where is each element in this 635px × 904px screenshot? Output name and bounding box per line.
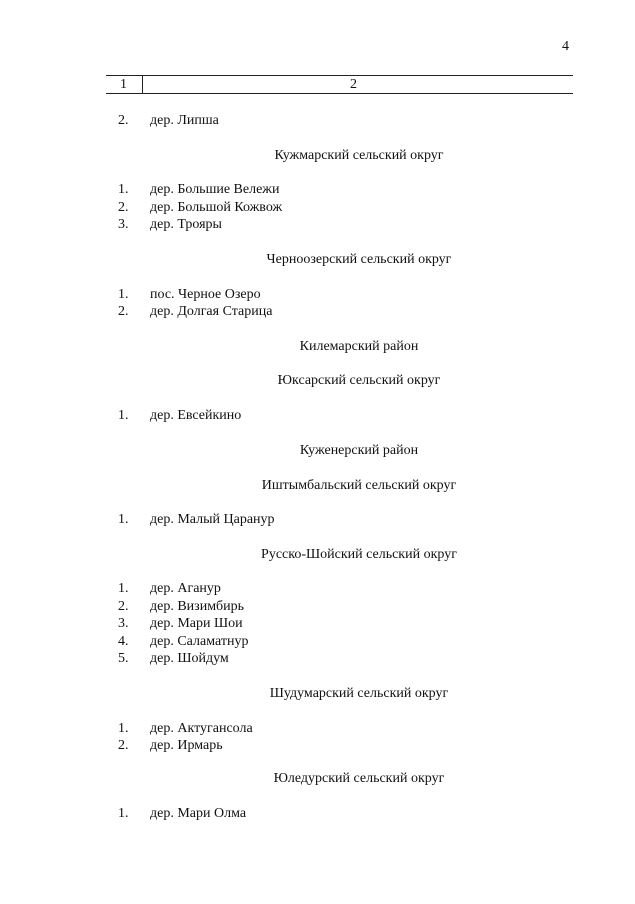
list-item: дер. Саламатнур <box>150 634 249 649</box>
list-item: дер. Большой Кожвож <box>150 200 283 215</box>
list-item-number: 1. <box>118 182 129 197</box>
list-item: дер. Шойдум <box>150 651 229 666</box>
column-2-header: 2 <box>350 77 357 92</box>
section-heading: Кужмарский сельский округ <box>274 148 444 163</box>
list-item: дер. Актугансола <box>150 721 253 736</box>
list-item: дер. Малый Царанур <box>150 512 275 527</box>
list-item: дер. Мари Олма <box>150 806 247 821</box>
list-item: дер. Мари Шои <box>150 616 243 631</box>
list-item-number: 3. <box>118 616 129 631</box>
page-number: 4 <box>562 39 569 54</box>
column-1-header: 1 <box>120 77 127 92</box>
list-item-number: 3. <box>118 217 129 232</box>
list-item: дер. Визимбирь <box>150 599 245 614</box>
section-heading: Иштымбальский сельский округ <box>261 478 457 493</box>
list-item-number: 1. <box>118 287 129 302</box>
section-heading: Куженерский район <box>299 443 419 458</box>
list-item-number: 1. <box>118 721 129 736</box>
list-item: дер. Большие Вележи <box>150 182 280 197</box>
list-item-number: 2. <box>118 304 129 319</box>
list-item: дер. Липша <box>150 113 219 128</box>
section-heading: Шудумарский сельский округ <box>269 686 449 701</box>
list-item-number: 1. <box>118 512 129 527</box>
section-heading: Юледурский сельский округ <box>273 771 445 786</box>
list-item-number: 2. <box>118 738 129 753</box>
list-item: дер. Евсейкино <box>150 408 242 423</box>
list-item-number: 2. <box>118 599 129 614</box>
section-heading: Юксарский сельский округ <box>277 373 441 388</box>
list-item-number: 1. <box>118 806 129 821</box>
list-item-number: 1. <box>118 408 129 423</box>
section-heading: Русско-Шойский сельский округ <box>261 547 457 562</box>
list-item: дер. Аганур <box>150 581 221 596</box>
list-item: дер. Долгая Старица <box>150 304 273 319</box>
list-item-number: 2. <box>118 113 129 128</box>
list-item-number: 4. <box>118 634 129 649</box>
list-item-number: 1. <box>118 581 129 596</box>
table-header-column-divider <box>142 76 143 93</box>
section-heading: Черноозерский сельский округ <box>266 252 452 267</box>
list-item-number: 5. <box>118 651 129 666</box>
table-header-top-rule <box>106 75 573 76</box>
section-heading: Килемарский район <box>299 339 419 354</box>
list-item: пос. Черное Озеро <box>150 287 261 302</box>
list-item: дер. Ирмарь <box>150 738 223 753</box>
table-header-bottom-rule <box>106 93 573 94</box>
list-item-number: 2. <box>118 200 129 215</box>
list-item: дер. Трояры <box>150 217 222 232</box>
